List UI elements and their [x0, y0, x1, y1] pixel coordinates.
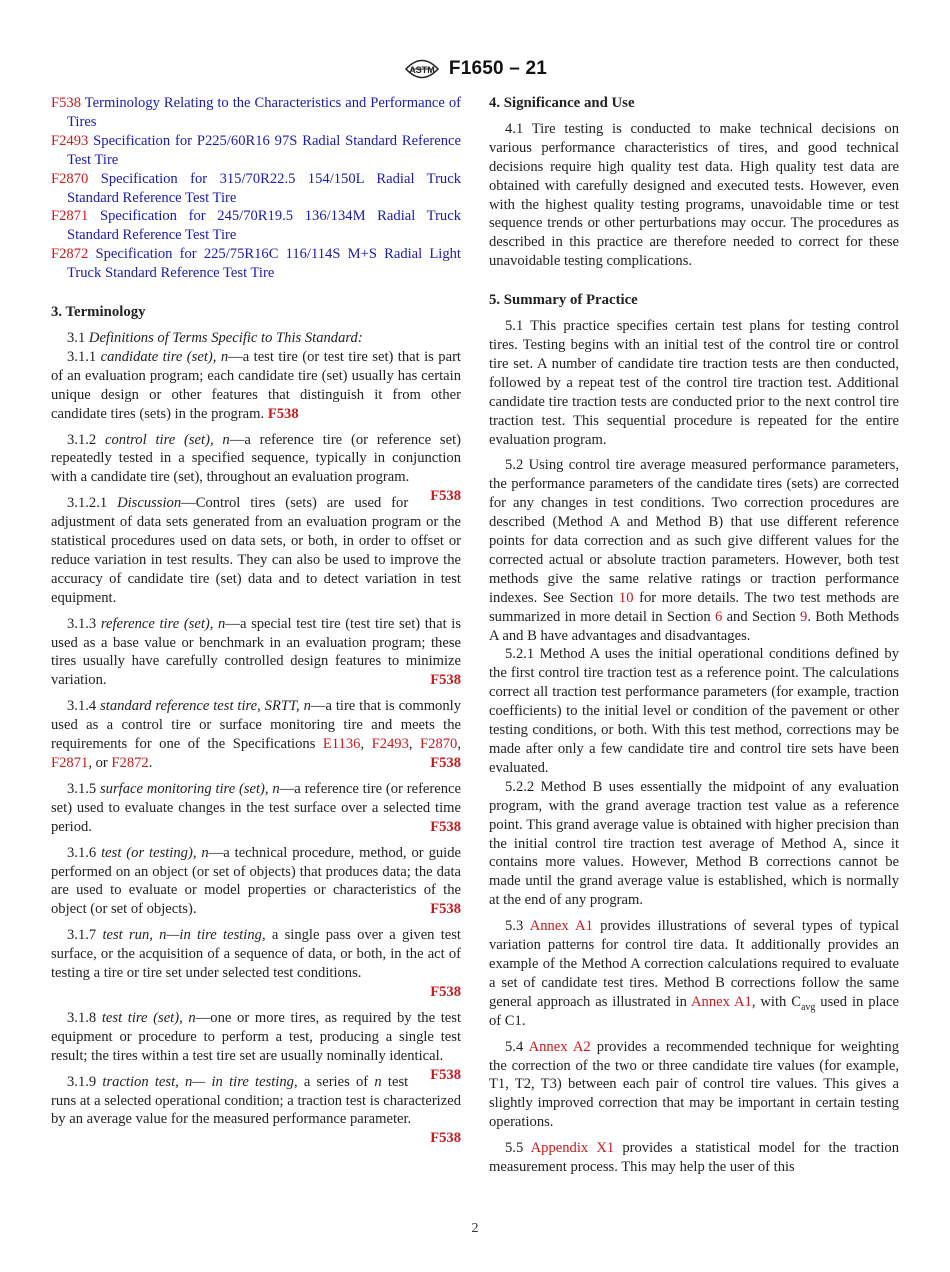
- f538-link[interactable]: F538: [430, 1066, 461, 1083]
- reference-code[interactable]: F2871: [51, 208, 89, 225]
- annex-a1-link[interactable]: Annex A1: [529, 918, 593, 935]
- left-column: [51, 94, 461, 1148]
- reference-item[interactable]: [51, 170, 461, 208]
- term-candidate-tire: 3.1.1 candidate tire (set), n—a test tire (or test tire set) that is part of an evaluation program; each candidate tire (set) usually has certain unique design or other features that distinguish it from other candidate tires (sets) in the program. F538: [51, 348, 461, 422]
- term-traction-test: 3.1.9 traction test, n— in tire testing, a series of n test runs at a selected operational condition; a traction test is characterized by an average value for the measured performance parameter. F538: [51, 1073, 461, 1147]
- reference-list: [51, 94, 461, 283]
- section-6-link[interactable]: 6: [714, 608, 723, 625]
- section-heading-significance: 4. Significance and Use: [489, 95, 635, 111]
- f538-link[interactable]: F538: [430, 755, 461, 771]
- right-column: [489, 94, 899, 1177]
- reference-title: Specification for 245/70R19.5 136/134M Radial Truck Standard Reference Test Tire: [67, 208, 461, 244]
- term-test-tire: 3.1.8 test tire (set), n—one or more tires, as required by the test equipment or procedure to perform a test, producing a single test result; the tires within a test tire set are usually nominally identical. F538: [51, 1009, 462, 1083]
- term-reference-tire: 3.1.3 reference tire (set), n—a special test tire (test tire set) that is used as a base value or benchmark in an evaluation program; these tires usually have carefully controlled design features to minimize variation. F538: [51, 615, 462, 689]
- e1136-link[interactable]: E1136: [322, 736, 361, 753]
- reference-title: Specification for 225/75R16C 116/114S M+S Radial Light Truck Standard Reference Test Tire: [67, 246, 461, 282]
- paragraph-5-4: 5.4 Annex A2 provides a recommended technique for weighting the correction of the two or three candidate tire values (for example, T1, T2, T3) between each pair of control tire values. This gives a slightly improved correction that may be important in certain testing operations.: [489, 1038, 900, 1131]
- paragraph-5-2: 5.2 Using control tire average measured performance parameters, the performance parameters of the candidate tires (sets) are corrected for any changes in test conditions. Two correction procedures are described (Method A and Method B) that use different reference points for data correction and as such give different values for the corrected actual or absolute traction parameters. However, both test methods give the same relative ratings or traction performance indexes. See Section 10 for more details. The two test methods are summarized in more detail in Section 6 and Section 9. Both Methods A and B have advantages and disadvantages.: [489, 457, 900, 644]
- reference-item[interactable]: [51, 245, 461, 283]
- f2870-link[interactable]: F2870: [420, 736, 458, 753]
- term-test: 3.1.6 test (or testing), n—a technical procedure, method, or guide performed on an object (or set of objects) that produces data; the data are used to evaluate or model properties or characteristics of the object (or set of objects). F538: [51, 844, 461, 918]
- reference-code[interactable]: F2872: [51, 246, 89, 263]
- definitions-intro: 3.1 Definitions of Terms Specific to This Standard:: [67, 329, 363, 346]
- reference-title: Specification for P225/60R16 97S Radial Standard Reference Test Tire: [67, 132, 461, 168]
- f538-link[interactable]: F538: [267, 405, 299, 422]
- term-control-tire: 3.1.2 control tire (set), n—a reference tire (or reference set) repeatedly tested in a specified sequence, typically in conjunction with a candidate tire (set), throughout an evaluation program. F538: [51, 431, 461, 505]
- f538-row: [51, 983, 461, 1002]
- section-heading-terminology: 3. Terminology: [51, 304, 146, 321]
- document-id: F1650 – 21: [448, 58, 548, 79]
- f538-link[interactable]: F538: [430, 983, 461, 1000]
- f2493-link[interactable]: F2493: [371, 736, 409, 753]
- f538-link[interactable]: F538: [430, 1130, 461, 1147]
- term-srtt: 3.1.4 standard reference test tire, SRTT, n—a tire that is commonly used as a control tire or surface monitoring tire and meets the requirements for one of the Specifications E1136, F2493, F2870, F2871, or F2872. F538: [51, 698, 462, 771]
- paragraph-5-1: 5.1 This practice specifies certain test plans for testing control tires. Testing begins with an initial test of the control tire or control tire set. A number of candidate tire traction tests are then conducted, followed by a repeat test of the control tire traction test. Additional candidate tire traction tests are conducted prior to the next control tire traction test. This sequential procedure is repeated for the entire evaluation program.: [489, 318, 899, 448]
- f538-link[interactable]: F538: [430, 488, 461, 505]
- astm-logo-icon: [403, 54, 441, 84]
- page-number: 2: [471, 1221, 479, 1236]
- reference-title: Specification for 315/70R22.5 154/150L Radial Truck Standard Reference Test Tire: [67, 170, 461, 206]
- section-10-link[interactable]: 10: [618, 589, 634, 606]
- section-heading-summary: 5. Summary of Practice: [489, 292, 638, 309]
- f538-link[interactable]: F538: [430, 818, 461, 835]
- f2871-link[interactable]: F2871: [51, 755, 89, 771]
- term-test-run: 3.1.7 test run, n—in tire testing, a single pass over a given test surface, or the acquisition of a sequence of data, or both, in the act of testing a tire or tire set under selected test conditions.: [51, 927, 461, 982]
- reference-code[interactable]: F2870: [51, 170, 89, 187]
- reference-code[interactable]: F2493: [51, 132, 89, 149]
- f538-link[interactable]: F538: [430, 672, 461, 689]
- f2872-link[interactable]: F2872: [111, 755, 149, 771]
- term-surface-monitoring-tire: 3.1.5 surface monitoring tire (set), n—a reference tire (or reference set) used to evaluate changes in the test surface over a selected time period. F538: [51, 780, 461, 835]
- paragraph-5-2-2: 5.2.2 Method B uses essentially the midpoint of any evaluation program, with the grand average traction test value as a reference point. This grand average value is obtained with higher precision than the initial control tire traction test average of Method A, since it contains more values. However, Method B corrections cannot be made until the grand average value is established, which is normally at the end of any program.: [489, 778, 899, 909]
- paragraph-5-2-1: 5.2.1 Method A uses the initial operational conditions defined by the first control tire traction test as a reference point. The calculations correct all traction test performance parameters (for example, traction coefficients) to the initial level or condition of the pavement or other testing conditions, or both. With this test method, corrections may be made after only a few candidate tire and control tire sets have been evaluated.: [489, 646, 899, 776]
- svg-text:ASTM: ASTM: [409, 65, 435, 75]
- reference-item[interactable]: [51, 94, 461, 132]
- paragraph-5-3: 5.3 Annex A1 provides illustrations of several types of typical variation patterns for control tire data. It additionally provides an example of the Method A correction calculations required to evaluate a set of candidate test tires. Method B corrections follow the same general approach as illustrated in Annex A1, with $C_{avg}$ used in place of C1.: [489, 918, 900, 1029]
- annex-a1-link[interactable]: Annex A1: [690, 993, 752, 1010]
- f538-link[interactable]: F538: [430, 901, 461, 918]
- reference-item[interactable]: [51, 207, 461, 245]
- reference-code[interactable]: F538: [51, 95, 82, 111]
- reference-item[interactable]: [51, 132, 461, 170]
- reference-title: Terminology Relating to the Characteristics and Performance of Tires: [67, 95, 461, 130]
- page-header: [0, 52, 950, 86]
- term-discussion: 3.1.2.1 Discussion—Control tires (sets) are used for adjustment of data sets generated from an evaluation program or the statistical procedures used on data sets, or both, in order to offset or reduce variation in test results. They can also be used to improve the accuracy of candidate tire (set) data and to detect variation in test equipment.: [51, 495, 461, 606]
- appendix-x1-link[interactable]: Appendix X1: [530, 1140, 615, 1157]
- annex-a2-link[interactable]: Annex A2: [528, 1038, 591, 1055]
- section-9-link[interactable]: 9: [800, 608, 808, 625]
- paragraph-5-5: 5.5 Appendix X1 provides a statistical model for the traction measurement process. This may help the user of this: [489, 1140, 900, 1176]
- paragraph-4-1: 4.1 Tire testing is conducted to make technical decisions on various performance characteristics of tires, and good technical decisions require high quality test data. High quality test data are obtained with carefully designed and executed tests. However, even with the highest quality testing programs, unavoidable time or test sequence trends or other perturbations may occur. The procedures as described in this practice are therefore needed to correct for these unavoidable testing complications.: [489, 120, 899, 270]
